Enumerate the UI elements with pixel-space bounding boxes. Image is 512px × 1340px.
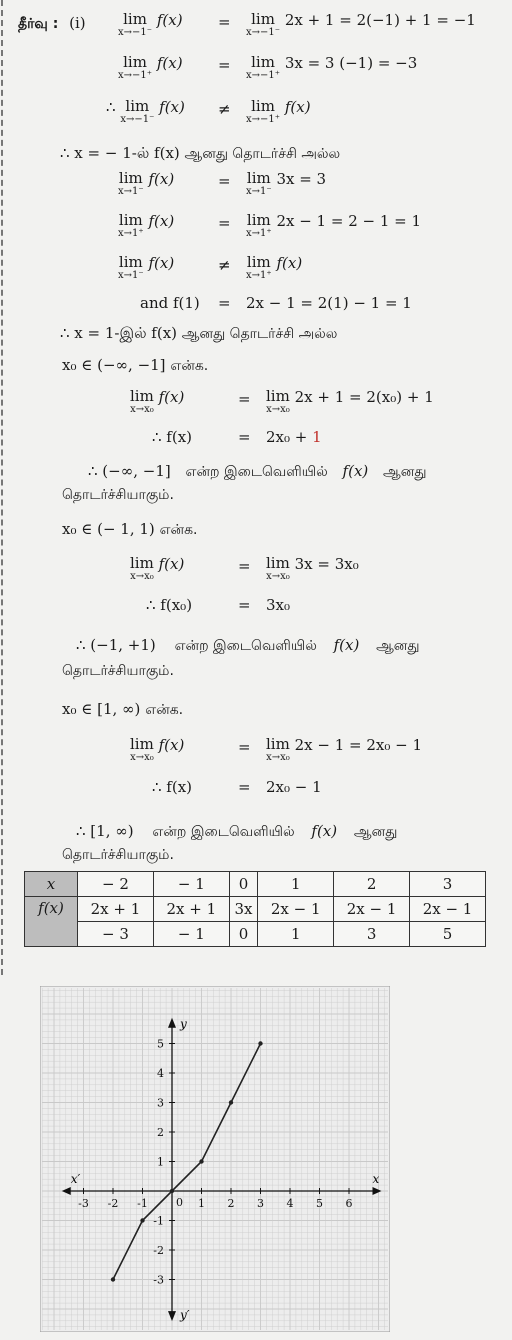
statement-line-19: தொடர்ச்சியாகும். bbox=[62, 663, 174, 679]
y-tick-label: -2 bbox=[153, 1244, 164, 1257]
statement-line-15: x₀ ∈ (− 1, 1) என்க. bbox=[62, 520, 198, 538]
table-row-values: − 3 − 1 0 1 3 5 bbox=[25, 922, 486, 947]
x-tick-label: -2 bbox=[107, 1197, 119, 1210]
equation-line-1: lim x→−1⁻ f(x) bbox=[118, 10, 183, 38]
x-tick-label: 3 bbox=[257, 1197, 264, 1210]
equation-line-5: lim x→1⁻ f(x) bbox=[118, 169, 175, 197]
equation-line-3-rhs: lim x→−1⁺ f(x) bbox=[246, 97, 311, 125]
eq-sign: = bbox=[218, 56, 231, 74]
eq-sign: = bbox=[238, 778, 251, 796]
equation-line-12-rhs: 2x₀ + 1 bbox=[266, 428, 322, 446]
y-tick-label: 1 bbox=[157, 1155, 164, 1169]
y-tick-label: -3 bbox=[153, 1273, 164, 1287]
table-row-x: x − 2 − 1 0 1 2 3 bbox=[25, 872, 486, 897]
x-axis-label: x bbox=[372, 1172, 380, 1186]
equation-line-2-rhs: lim x→−1⁺ 3x = 3 (−1) = −3 bbox=[246, 53, 418, 81]
x-tick-label: 6 bbox=[345, 1197, 353, 1210]
x-tick-label: 2 bbox=[227, 1197, 235, 1210]
equation-line-5-rhs: lim x→1⁻ 3x = 3 bbox=[246, 169, 327, 197]
equation-line-17-lhs: ∴ f(x₀) bbox=[146, 596, 193, 614]
statement-line-4: ∴ x = − 1-ல் f(x) ஆனது தொடர்ச்சி அல்ல bbox=[60, 144, 341, 162]
statement-line-14: தொடர்ச்சியாகும். bbox=[62, 487, 174, 503]
statement-line-10: x₀ ∈ (−∞, −1] என்க. bbox=[62, 356, 209, 374]
equation-line-7: lim x→1⁻ f(x) bbox=[118, 253, 175, 281]
statement-line-18: ∴ (−1, +1) என்ற இடைவெளியில் f(x) ஆனது bbox=[76, 636, 420, 654]
equation-line-2: lim x→−1⁺ f(x) bbox=[118, 53, 183, 81]
x-tick-label: 5 bbox=[316, 1197, 323, 1210]
equation-line-8-rhs: 2x − 1 = 2(1) − 1 = 1 bbox=[246, 294, 412, 312]
equation-line-6-rhs: lim x→1⁺ 2x − 1 = 2 − 1 = 1 bbox=[246, 211, 422, 239]
eq-sign: = bbox=[218, 214, 231, 232]
eq-sign: = bbox=[238, 557, 251, 575]
equation-line-12-lhs: ∴ f(x) bbox=[152, 428, 193, 446]
x-axis-label-negative: x′ bbox=[70, 1172, 81, 1186]
y-tick-label: 3 bbox=[157, 1096, 164, 1110]
equation-line-17-rhs: 3x₀ bbox=[266, 596, 291, 614]
solution-heading: தீர்வு : (i) bbox=[18, 14, 86, 32]
eq-sign: = bbox=[238, 428, 251, 446]
equation-line-22-lhs: ∴ f(x) bbox=[152, 778, 193, 796]
data-point bbox=[199, 1159, 203, 1163]
eq-sign: = bbox=[238, 738, 251, 756]
neq-sign: ≠ bbox=[218, 256, 231, 274]
statement-line-9: ∴ x = 1-இல் f(x) ஆனது தொடர்ச்சி அல்ல bbox=[60, 324, 338, 342]
y-tick-label: 4 bbox=[157, 1067, 164, 1080]
equation-line-21: lim x→x₀ f(x) bbox=[130, 735, 185, 763]
x-tick-label: 1 bbox=[198, 1197, 205, 1210]
data-point bbox=[111, 1277, 115, 1281]
equation-line-16-rhs: lim x→x₀ 3x = 3x₀ bbox=[266, 554, 359, 582]
graph-paper bbox=[40, 986, 390, 1332]
x-tick-label: -3 bbox=[78, 1197, 89, 1210]
equation-line-21-rhs: lim x→x₀ 2x − 1 = 2x₀ − 1 bbox=[266, 735, 423, 763]
eq-sign: = bbox=[238, 390, 251, 408]
statement-line-23: ∴ [1, ∞) என்ற இடைவெளியில் f(x) ஆனது bbox=[76, 822, 398, 840]
equation-line-8-lhs: and f(1) bbox=[140, 294, 200, 312]
equation-line-22-rhs: 2x₀ − 1 bbox=[266, 778, 322, 796]
y-tick-label: 5 bbox=[157, 1037, 164, 1051]
y-tick-label: 2 bbox=[157, 1126, 164, 1139]
function-graph bbox=[40, 986, 390, 1332]
table-row-fx: f(x) 2x + 1 2x + 1 3x 2x − 1 2x − 1 2x − 1 bbox=[25, 897, 486, 922]
x-tick-label: 4 bbox=[286, 1197, 294, 1210]
statement-line-13: ∴ (−∞, −1] என்ற இடைவெளியில் f(x) ஆனது bbox=[88, 462, 427, 480]
data-point bbox=[229, 1100, 233, 1104]
x-tick-label: -1 bbox=[137, 1197, 148, 1210]
neq-sign: ≠ bbox=[218, 100, 231, 118]
dashed-margin-line bbox=[1, 0, 3, 975]
y-axis-label-negative: y′ bbox=[180, 1308, 190, 1323]
statement-line-24: தொடர்ச்சியாகும். bbox=[62, 847, 174, 863]
equation-line-7-rhs: lim x→1⁺ f(x) bbox=[246, 253, 303, 281]
equation-line-3: ∴ lim x→−1⁻ f(x) bbox=[106, 97, 185, 125]
statement-line-20: x₀ ∈ [1, ∞) என்க. bbox=[62, 700, 184, 718]
eq-sign: = bbox=[218, 294, 231, 312]
data-point bbox=[170, 1189, 174, 1193]
eq-sign: = bbox=[238, 596, 251, 614]
equation-line-11-rhs: lim x→x₀ 2x + 1 = 2(x₀) + 1 bbox=[266, 387, 434, 415]
y-axis-label: y bbox=[180, 1016, 187, 1031]
data-point bbox=[258, 1041, 262, 1045]
origin-label: 0 bbox=[176, 1196, 183, 1209]
equation-line-11: lim x→x₀ f(x) bbox=[130, 387, 185, 415]
eq-sign: = bbox=[218, 13, 231, 31]
data-point bbox=[140, 1218, 144, 1222]
equation-line-1-rhs: lim x→−1⁻ 2x + 1 = 2(−1) + 1 = −1 bbox=[246, 10, 476, 38]
equation-line-6: lim x→1⁺ f(x) bbox=[118, 211, 175, 239]
y-tick-label: -1 bbox=[153, 1214, 164, 1228]
equation-line-16: lim x→x₀ f(x) bbox=[130, 554, 185, 582]
eq-sign: = bbox=[218, 172, 231, 190]
value-table bbox=[24, 871, 486, 947]
